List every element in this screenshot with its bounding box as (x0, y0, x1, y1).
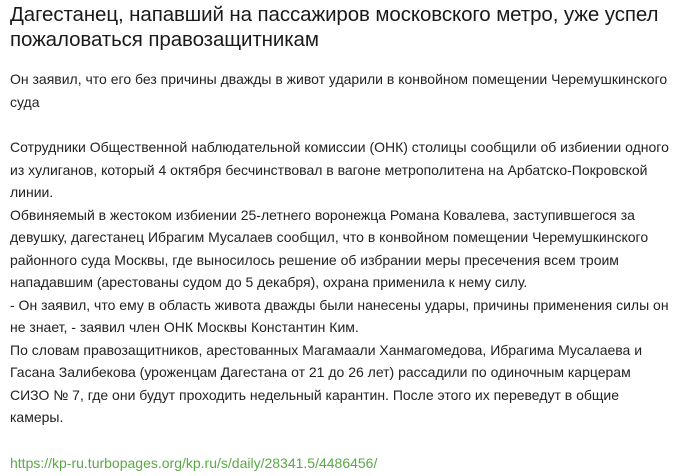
news-post (10, 0, 670, 474)
source-container (10, 452, 670, 475)
article-paragraph: Сотрудники Общественной наблюдательной комиссии (ОНК) столицы сообщили об избиении одного из хулиганов, который 4 октября бесчинствовал в вагоне метрополитена на Арбатско-Покровской линии. (10, 139, 669, 200)
article-paragraph: По словам правозащитников, арестованных Магамаали Ханмагомедова, Ибрагима Мусалаева и Гасана Залибекова (уроженцам Дагестана от 21 до 26 лет) рассадили по одиночным карцерам СИЗО № 7, где они будут проходить недельный карантин. После этого их переведут в общие камеры. (10, 341, 643, 425)
article-paragraph: - Он заявил, что ему в область живота дважды были нанесены удары, причины применения силы он не знает, - заявил член ОНК Москвы Константин Ким. (10, 296, 669, 335)
article-lead: Он заявил, что его без причины дважды в живот ударили в конвойном помещении Черемушкинского суда (10, 71, 668, 110)
article-paragraph: Обвиняемый в жестоком избиении 25-летнего воронежца Романа Ковалева, заступившегося за девушку, дагестанец Ибрагим Мусалаев сообщил, что в конвойном помещении Черемушкинского районного суда Москвы, где выносилось решение об избрании меры пресечения всем троим нападавшим (арестованы судом до 5 декабря), охрана применила к нему силу. (10, 206, 649, 290)
article-body (10, 136, 670, 429)
source-link[interactable]: https://kp-ru.turbopages.org/kp.ru/s/daily/28341.5/4486456/ (10, 454, 378, 471)
article-title: Дагестанец, напавший на пассажиров московского метро, уже успел пожаловаться правозащитникам (10, 3, 659, 51)
